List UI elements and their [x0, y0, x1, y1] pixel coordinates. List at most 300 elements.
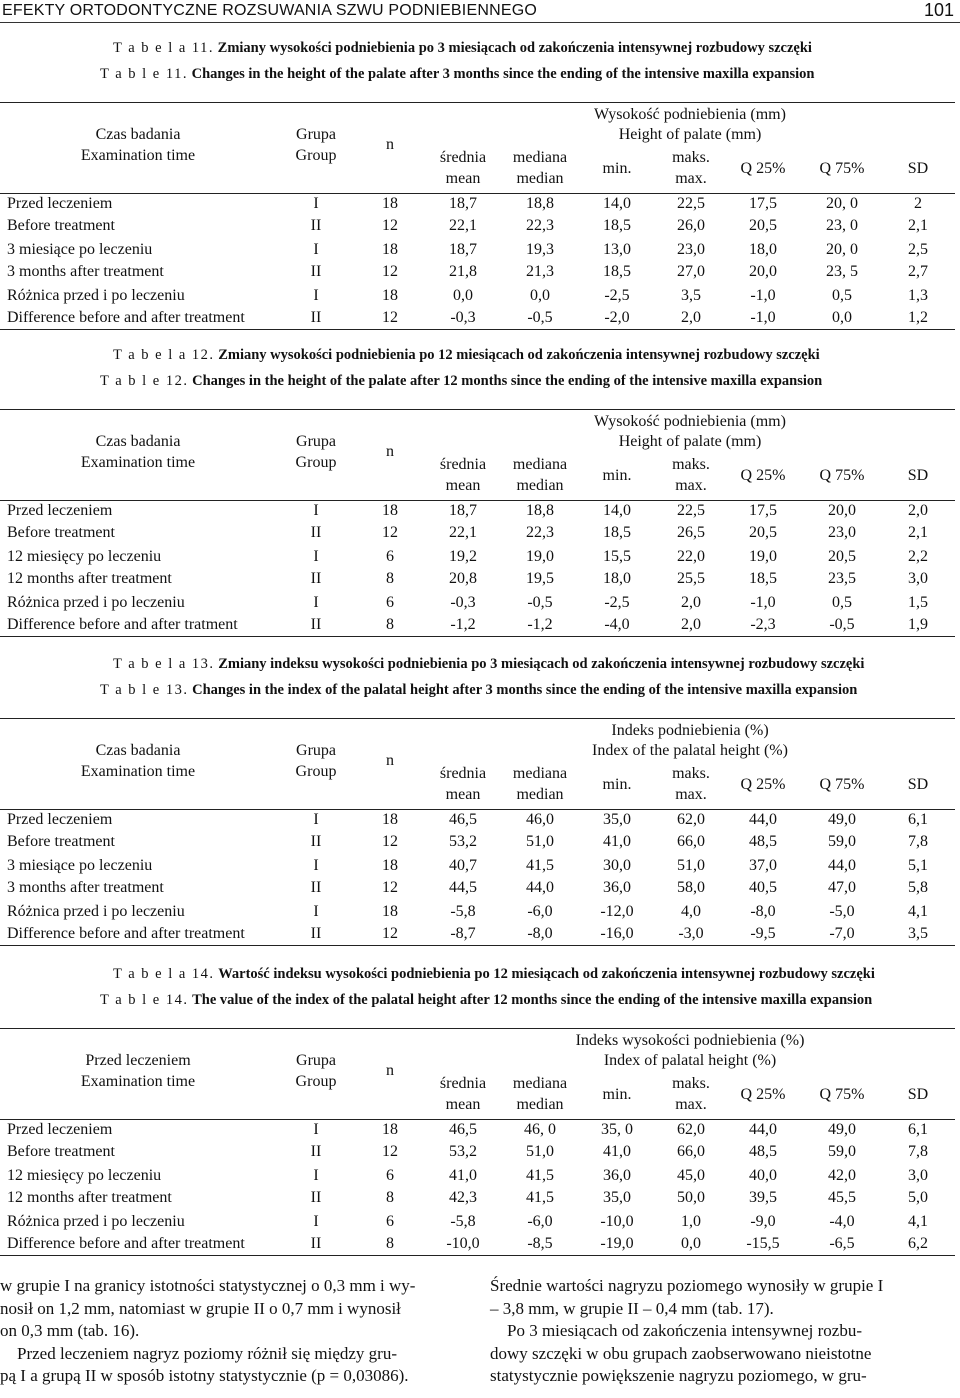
row-cell: -2,5 [604, 287, 630, 304]
caption-pl [113, 40, 812, 57]
header-sd: SD [907, 467, 929, 484]
row-cell: 1,5 [908, 594, 928, 611]
body-line: nosił on 1,2 mm, natomiast w grupie II o 0,7 mm i wynosił [0, 1298, 401, 1318]
row-cell: 7,8 [908, 1143, 928, 1160]
table-row [0, 857, 955, 879]
row-cell: -5,0 [829, 903, 855, 920]
caption-pl-text: Zmiany wysokości podniebienia po 12 miesiącach od zakończenia intensywnej rozbudowy szczęki [218, 347, 820, 363]
row-cell: 20, 0 [826, 195, 858, 212]
caption-pl-text: Zmiany wysokości podniebienia po 3 miesiącach od zakończenia intensywnej rozbudowy szczęki [217, 40, 812, 56]
row-cell: -2,3 [750, 616, 776, 633]
row-cell: 37,0 [749, 857, 777, 874]
header-n: n [386, 1062, 394, 1079]
caption-pl-label: T a b e l a 13. [113, 656, 215, 672]
header-median-en: median [516, 170, 564, 187]
row-cell: 21,3 [526, 263, 554, 280]
row-label: Różnica przed i po leczeniu [7, 903, 185, 920]
row-cell: 41,0 [603, 833, 631, 850]
row-cell: 44,0 [749, 1121, 777, 1138]
header-max-en: max. [675, 170, 707, 187]
table-top-rule [0, 409, 955, 410]
row-cell: 6 [386, 594, 394, 611]
row-cell: 18 [382, 1121, 398, 1138]
row-cell: -16,0 [600, 925, 634, 942]
header-sd: SD [907, 1086, 929, 1103]
row-cell: 23,0 [828, 524, 856, 541]
table-top-rule [0, 102, 955, 103]
row-label: Przed leczeniem [7, 1121, 113, 1138]
row-label: Przed leczeniem [7, 502, 113, 519]
row-cell: 22,3 [526, 524, 554, 541]
body-text-left [0, 1275, 470, 1388]
row-label: Difference before and after treatment [7, 925, 245, 942]
row-cell: 18 [382, 241, 398, 258]
row-cell: 20,5 [828, 548, 856, 565]
row-label: Difference before and after tratment [7, 616, 238, 633]
header-group-en: Group [295, 147, 337, 164]
header-min: min. [602, 776, 632, 793]
header-n: n [386, 752, 394, 769]
row-cell: 26,0 [677, 217, 705, 234]
row-cell: 41,0 [603, 1143, 631, 1160]
row-cell: 6,1 [908, 811, 928, 828]
row-cell: 22,0 [677, 548, 705, 565]
row-cell: 5,0 [908, 1189, 928, 1206]
row-cell: 18,5 [603, 217, 631, 234]
row-cell: 22,5 [677, 195, 705, 212]
table-row [0, 241, 955, 263]
row-cell: 18,5 [603, 524, 631, 541]
header-mean-en: mean [445, 170, 481, 187]
row-cell: 50,0 [677, 1189, 705, 1206]
row-cell: 2,5 [908, 241, 928, 258]
row-cell: 18 [382, 195, 398, 212]
header-group-pl: Grupa [296, 1052, 336, 1069]
header-mean-pl: średnia [439, 765, 487, 782]
row-label: Before treatment [7, 1143, 115, 1160]
row-cell: -10,0 [600, 1213, 634, 1230]
row-cell: 2,0 [681, 309, 701, 326]
row-cell: 20,0 [749, 263, 777, 280]
header-q25: Q 25% [740, 160, 786, 177]
header-mean-pl: średnia [439, 1075, 487, 1092]
caption-pl-text: Wartość indeksu wysokości podniebienia po 12 miesiącach od zakończenia intensywnej rozbudowy szczęki [218, 966, 875, 982]
header-q75: Q 75% [819, 1086, 865, 1103]
row-cell: 12 [382, 524, 398, 541]
header-q25: Q 25% [740, 776, 786, 793]
row-cell: 41,5 [526, 1189, 554, 1206]
row-cell: II [310, 570, 322, 587]
row-cell: -0,5 [527, 309, 553, 326]
caption-en [100, 682, 857, 699]
header-time-en: Examination time [80, 1073, 196, 1090]
row-cell: 6,1 [908, 1121, 928, 1138]
row-cell: 40,0 [749, 1167, 777, 1184]
table-row [0, 811, 955, 833]
row-cell: 18 [382, 502, 398, 519]
row-cell: -1,0 [750, 594, 776, 611]
body-text-right [490, 1275, 960, 1388]
row-cell: 20,5 [749, 217, 777, 234]
row-cell: I [313, 903, 319, 920]
row-cell: 22,3 [526, 217, 554, 234]
row-cell: 46, 0 [524, 1121, 556, 1138]
row-cell: 51,0 [526, 1143, 554, 1160]
row-cell: 53,2 [449, 833, 477, 850]
row-cell: 6 [386, 1167, 394, 1184]
row-cell: 41,5 [526, 857, 554, 874]
row-label: 3 months after treatment [7, 879, 164, 896]
row-cell: 35,0 [603, 1189, 631, 1206]
row-cell: 1,9 [908, 616, 928, 633]
row-cell: 40,5 [749, 879, 777, 896]
table-row [0, 548, 955, 570]
caption-en-text: The value of the index of the palatal height after 12 months since the ending of the intensive maxilla expansion [192, 992, 873, 1008]
header-span-en: Height of palate (mm) [618, 433, 762, 450]
header-median-pl: mediana [512, 765, 568, 782]
table-row [0, 616, 955, 638]
row-cell: 18,0 [603, 570, 631, 587]
header-q25: Q 25% [740, 467, 786, 484]
row-cell: -4,0 [604, 616, 630, 633]
row-cell: 18,8 [526, 195, 554, 212]
header-max-pl: maks. [672, 456, 710, 473]
caption-pl [113, 347, 820, 364]
caption-en-text: Changes in the index of the palatal height after 3 months since the ending of the intensive maxilla expansion [192, 682, 858, 698]
row-cell: -5,8 [450, 903, 476, 920]
row-cell: -1,2 [450, 616, 476, 633]
row-cell: 45,5 [828, 1189, 856, 1206]
row-cell: 3,0 [908, 570, 928, 587]
table-row [0, 1167, 955, 1189]
header-span-pl: Wysokość podniebienia (mm) [594, 413, 786, 430]
table-12 [0, 347, 955, 647]
row-cell: -0,5 [829, 616, 855, 633]
row-cell: 47,0 [828, 879, 856, 896]
row-cell: 8 [386, 616, 394, 633]
row-cell: -1,0 [750, 309, 776, 326]
row-cell: -12,0 [600, 903, 634, 920]
row-cell: 4,1 [908, 903, 928, 920]
row-cell: I [313, 548, 319, 565]
table-row [0, 833, 955, 855]
row-cell: 18 [382, 811, 398, 828]
row-cell: 59,0 [828, 833, 856, 850]
row-cell: 30,0 [603, 857, 631, 874]
row-label: 12 months after treatment [7, 570, 172, 587]
row-cell: I [313, 857, 319, 874]
header-time-pl: Przed leczeniem [85, 1052, 191, 1069]
caption-en-label: T a b l e 13. [100, 682, 189, 698]
row-cell: 1,2 [908, 309, 928, 326]
table-row [0, 217, 955, 239]
row-cell: I [313, 594, 319, 611]
table-row [0, 1189, 955, 1211]
header-max-en: max. [675, 477, 707, 494]
row-cell: 0,0 [832, 309, 852, 326]
row-cell: 0,0 [530, 287, 550, 304]
row-cell: 15,5 [603, 548, 631, 565]
row-cell: II [310, 925, 322, 942]
header-time-en: Examination time [80, 454, 196, 471]
row-cell: 2 [914, 195, 922, 212]
row-cell: 8 [386, 1189, 394, 1206]
table-row [0, 524, 955, 546]
table-top-rule [0, 718, 955, 719]
row-cell: -0,3 [450, 309, 476, 326]
row-cell: 18,7 [449, 502, 477, 519]
row-cell: 62,0 [677, 811, 705, 828]
row-cell: 1,3 [908, 287, 928, 304]
row-cell: 12 [382, 1143, 398, 1160]
row-cell: 23,5 [828, 570, 856, 587]
row-label: Before treatment [7, 524, 115, 541]
row-cell: 18,5 [603, 263, 631, 280]
body-line: on 0,3 mm (tab. 16). [0, 1321, 140, 1340]
row-cell: 0,0 [681, 1235, 701, 1252]
header-n: n [386, 136, 394, 153]
row-cell: II [310, 309, 322, 326]
row-cell: 0,5 [832, 594, 852, 611]
row-cell: 17,5 [749, 502, 777, 519]
header-bottom-rule [0, 500, 955, 501]
row-cell: 44,0 [828, 857, 856, 874]
header-span-en: Height of palate (mm) [618, 126, 762, 143]
row-cell: 12 [382, 879, 398, 896]
row-cell: 8 [386, 1235, 394, 1252]
row-cell: 36,0 [603, 879, 631, 896]
row-cell: 46,0 [526, 811, 554, 828]
row-cell: 41,5 [526, 1167, 554, 1184]
row-cell: -10,0 [446, 1235, 480, 1252]
row-cell: 2,7 [908, 263, 928, 280]
row-cell: -9,5 [750, 925, 776, 942]
row-cell: I [313, 1167, 319, 1184]
caption-en-label: T a b l e 12. [100, 373, 189, 389]
row-label: Before treatment [7, 833, 115, 850]
header-median-en: median [516, 1096, 564, 1113]
row-cell: II [310, 616, 322, 633]
row-cell: 14,0 [603, 502, 631, 519]
row-cell: 2,0 [681, 594, 701, 611]
header-span-pl: Indeks podniebienia (%) [611, 722, 769, 739]
row-cell: 48,5 [749, 1143, 777, 1160]
row-cell: -8,7 [450, 925, 476, 942]
row-cell: 1,0 [681, 1213, 701, 1230]
caption-pl-label: T a b e l a 12. [113, 347, 215, 363]
header-mean-en: mean [445, 786, 481, 803]
row-cell: 12 [382, 217, 398, 234]
table-11 [0, 40, 955, 340]
body-line: w grupie I na granicy istotności statystycznej o 0,3 mm i wy- [0, 1276, 416, 1295]
row-cell: 51,0 [677, 857, 705, 874]
header-min: min. [602, 1086, 632, 1103]
caption-en [100, 373, 822, 390]
row-cell: -6,5 [829, 1235, 855, 1252]
row-cell: 18,8 [526, 502, 554, 519]
row-cell: 46,5 [449, 1121, 477, 1138]
table-row [0, 903, 955, 925]
row-cell: 19,0 [526, 548, 554, 565]
row-cell: 20,5 [749, 524, 777, 541]
row-cell: 6,2 [908, 1235, 928, 1252]
header-sd: SD [907, 160, 929, 177]
row-cell: 19,5 [526, 570, 554, 587]
header-min: min. [602, 160, 632, 177]
header-q25: Q 25% [740, 1086, 786, 1103]
body-line: – 3,8 mm, w grupie II – 0,4 mm (tab. 17). [490, 1298, 774, 1318]
caption-pl [113, 966, 875, 983]
row-cell: -6,0 [527, 903, 553, 920]
row-label: Różnica przed i po leczeniu [7, 287, 185, 304]
row-label: Różnica przed i po leczeniu [7, 1213, 185, 1230]
table-row [0, 195, 955, 217]
header-group-pl: Grupa [296, 433, 336, 450]
row-cell: -8,0 [750, 903, 776, 920]
header-max-pl: maks. [672, 765, 710, 782]
row-cell: 66,0 [677, 833, 705, 850]
row-cell: 19,3 [526, 241, 554, 258]
header-span-pl: Wysokość podniebienia (mm) [594, 106, 786, 123]
row-cell: 23, 0 [826, 217, 858, 234]
caption-pl-label: T a b e l a 14. [113, 966, 215, 982]
row-cell: 4,1 [908, 1213, 928, 1230]
row-cell: 36,0 [603, 1167, 631, 1184]
row-cell: I [313, 241, 319, 258]
body-line: Przed leczeniem nagryz poziomy różnił się między gru- [0, 1343, 397, 1363]
table-row [0, 1121, 955, 1143]
row-cell: 26,5 [677, 524, 705, 541]
header-q75: Q 75% [819, 160, 865, 177]
row-cell: II [310, 1143, 322, 1160]
row-cell: 44,0 [526, 879, 554, 896]
table-13 [0, 656, 955, 956]
header-max-pl: maks. [672, 1075, 710, 1092]
header-mean-pl: średnia [439, 456, 487, 473]
row-cell: I [313, 811, 319, 828]
row-cell: 20,8 [449, 570, 477, 587]
header-median-pl: mediana [512, 1075, 568, 1092]
row-cell: 0,5 [832, 287, 852, 304]
caption-en [100, 992, 872, 1009]
row-cell: 5,8 [908, 879, 928, 896]
row-cell: I [313, 502, 319, 519]
row-label: Różnica przed i po leczeniu [7, 594, 185, 611]
header-mean-en: mean [445, 477, 481, 494]
table-14 [0, 966, 955, 1266]
table-row [0, 594, 955, 616]
row-label: Difference before and after treatment [7, 1235, 245, 1252]
row-cell: 2,1 [908, 217, 928, 234]
row-cell: 12 [382, 833, 398, 850]
header-time-en: Examination time [80, 763, 196, 780]
row-cell: 66,0 [677, 1143, 705, 1160]
header-span-en: Index of palatal height (%) [603, 1052, 777, 1069]
row-cell: -6,0 [527, 1213, 553, 1230]
caption-en [100, 66, 814, 83]
row-cell: 18,0 [749, 241, 777, 258]
header-max-en: max. [675, 786, 707, 803]
table-row [0, 309, 955, 331]
row-cell: 3,0 [908, 1167, 928, 1184]
row-cell: 13,0 [603, 241, 631, 258]
header-group-pl: Grupa [296, 126, 336, 143]
row-cell: -2,5 [604, 594, 630, 611]
row-cell: 6 [386, 1213, 394, 1230]
table-top-rule [0, 1028, 955, 1029]
row-cell: -1,2 [527, 616, 553, 633]
body-line: Średnie wartości nagryzu poziomego wynosiły w grupie I [490, 1276, 884, 1295]
table-row [0, 502, 955, 524]
header-median-en: median [516, 477, 564, 494]
row-cell: 19,2 [449, 548, 477, 565]
row-label: 12 miesięcy po leczeniu [7, 548, 162, 565]
header-median-pl: mediana [512, 149, 568, 166]
row-cell: 20,0 [828, 502, 856, 519]
body-line: dowy szczęki w obu grupach zaobserwowano nieistotne [490, 1343, 872, 1363]
header-time-en: Examination time [80, 147, 196, 164]
row-cell: 46,5 [449, 811, 477, 828]
row-cell: 19,0 [749, 548, 777, 565]
row-cell: 20, 0 [826, 241, 858, 258]
row-cell: 53,2 [449, 1143, 477, 1160]
header-time-pl: Czas badania [95, 742, 181, 759]
row-cell: 41,0 [449, 1167, 477, 1184]
table-row [0, 1235, 955, 1257]
row-cell: -0,5 [527, 594, 553, 611]
row-cell: 3,5 [681, 287, 701, 304]
row-cell: I [313, 287, 319, 304]
body-line: pą I a grupą II w sposób istotny statystycznie (p = 0,03086). [0, 1366, 409, 1385]
row-cell: II [310, 217, 322, 234]
row-label: Difference before and after treatment [7, 309, 245, 326]
row-cell: 62,0 [677, 1121, 705, 1138]
row-label: 3 months after treatment [7, 263, 164, 280]
row-cell: -8,5 [527, 1235, 553, 1252]
caption-pl-label: T a b e l a 11. [113, 40, 215, 56]
header-group-pl: Grupa [296, 742, 336, 759]
row-cell: 42,3 [449, 1189, 477, 1206]
table-row [0, 879, 955, 901]
row-cell: 6 [386, 548, 394, 565]
row-cell: -5,8 [450, 1213, 476, 1230]
row-cell: 44,5 [449, 879, 477, 896]
row-cell: 7,8 [908, 833, 928, 850]
header-min: min. [602, 467, 632, 484]
row-cell: 40,7 [449, 857, 477, 874]
row-cell: II [310, 833, 322, 850]
row-cell: 18,5 [749, 570, 777, 587]
row-cell: I [313, 1121, 319, 1138]
row-cell: 14,0 [603, 195, 631, 212]
caption-en-text: Changes in the height of the palate after 3 months since the ending of the intensive maxilla expansion [191, 66, 815, 82]
header-group-en: Group [295, 763, 337, 780]
table-row [0, 287, 955, 309]
header-group-en: Group [295, 1073, 337, 1090]
row-cell: 18,7 [449, 241, 477, 258]
row-label: 12 months after treatment [7, 1189, 172, 1206]
header-q75: Q 75% [819, 467, 865, 484]
row-label: 12 miesięcy po leczeniu [7, 1167, 162, 1184]
row-cell: 8 [386, 570, 394, 587]
header-mean-en: mean [445, 1096, 481, 1113]
row-cell: -1,0 [750, 287, 776, 304]
caption-pl-text: Zmiany indeksu wysokości podniebienia po 3 miesiącach od zakończenia intensywnej rozbudowy szczęki [218, 656, 865, 672]
running-header [0, 0, 960, 23]
header-bottom-rule [0, 193, 955, 194]
row-cell: 23,0 [677, 241, 705, 258]
header-q75: Q 75% [819, 776, 865, 793]
